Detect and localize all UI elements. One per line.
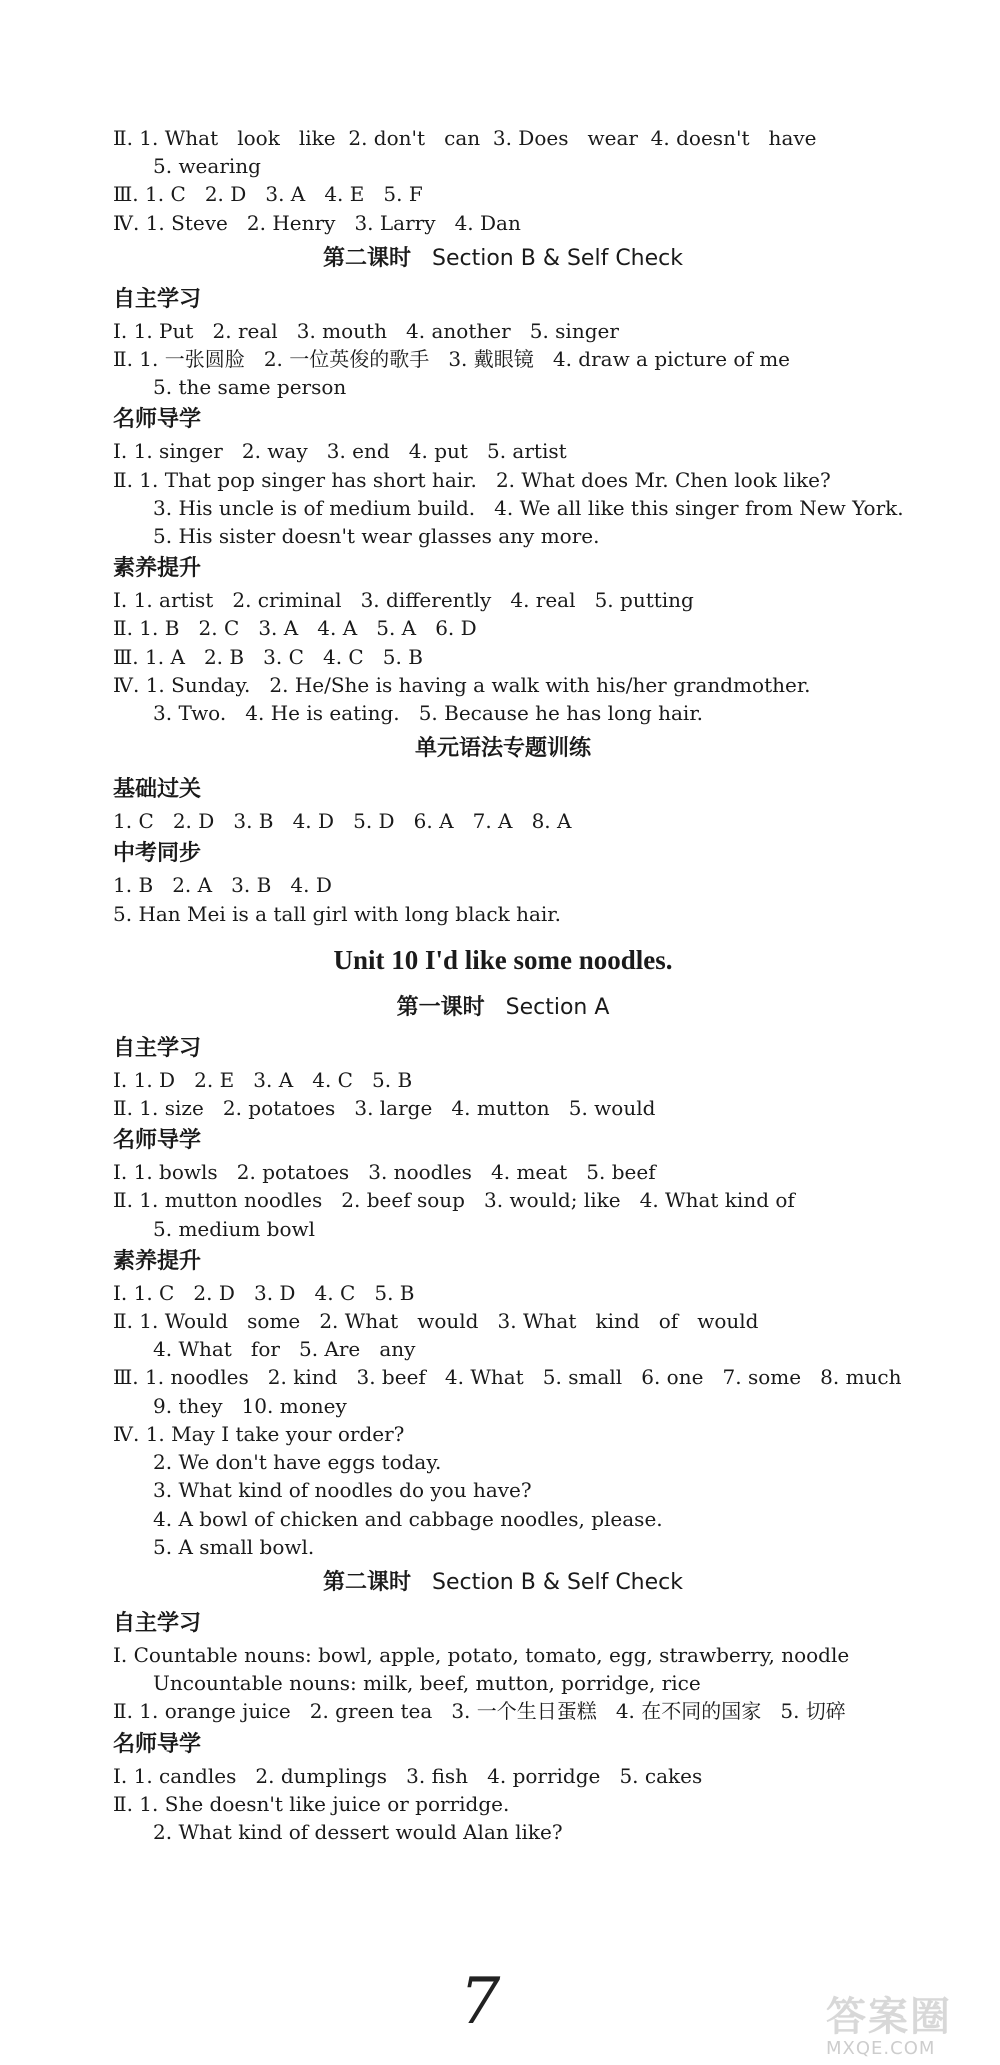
- lesson-title-en: Section B & Self Check: [432, 1569, 683, 1595]
- page-number: 7: [459, 1965, 501, 2039]
- answer-line: 2. We don't have eggs today.: [153, 1450, 442, 1475]
- answer-line: 5. wearing: [153, 154, 261, 179]
- lesson-title-cn: 第一课时: [396, 994, 485, 1020]
- answer-line: 5. Han Mei is a tall girl with long black hair.: [113, 901, 562, 926]
- section-heading: 自主学习: [113, 1035, 202, 1061]
- answer-line: 3. His uncle is of medium build. 4. We all like this singer from New York.: [153, 495, 904, 520]
- answer-line: Ⅰ. 1. artist 2. criminal 3. differently 4. real 5. putting: [113, 588, 694, 613]
- section-heading: 素养提升: [113, 556, 202, 582]
- section-heading: 名师导学: [113, 407, 202, 433]
- watermark-text: 答案圈: [826, 1994, 952, 2040]
- answer-content: [113, 124, 904, 1846]
- section-heading: 素养提升: [113, 1248, 202, 1274]
- section-heading: 中考同步: [113, 841, 202, 867]
- unit-title: Unit 10 I'd like some noodles.: [333, 944, 673, 975]
- answer-line: Ⅱ. 1. That pop singer has short hair. 2. What does Mr. Chen look like?: [113, 467, 831, 492]
- answer-line: Ⅲ. 1. noodles 2. kind 3. beef 4. What 5. small 6. one 7. some 8. much: [113, 1365, 902, 1390]
- answer-line: Ⅳ. 1. May I take your order?: [113, 1421, 405, 1446]
- answer-line: Ⅱ. 1. 一张圆脸 2. 一位英俊的歌手 3. 戴眼镜 4. draw a picture of me: [113, 347, 791, 372]
- answer-line: 5. medium bowl: [153, 1216, 316, 1241]
- answer-line: 2. What kind of dessert would Alan like?: [153, 1819, 563, 1844]
- answer-line: Ⅰ. 1. D 2. E 3. A 4. C 5. B: [113, 1067, 413, 1092]
- answer-line: 5. A small bowl.: [153, 1534, 315, 1559]
- answer-line: Ⅱ. 1. orange juice 2. green tea 3. 一个生日蛋糕 4. 在不同的国家 5. 切碎: [113, 1699, 846, 1724]
- lesson-title-cn: 第二课时: [323, 245, 412, 271]
- answer-line: 9. they 10. money: [153, 1393, 347, 1418]
- answer-line: Ⅰ. 1. C 2. D 3. D 4. C 5. B: [113, 1280, 415, 1305]
- answer-line: Ⅲ. 1. A 2. B 3. C 4. C 5. B: [113, 644, 423, 669]
- answer-line: Ⅱ. 1. What look like 2. don't can 3. Does wear 4. doesn't have: [113, 126, 817, 150]
- answer-line: 5. the same person: [153, 375, 347, 400]
- section-heading: 名师导学: [113, 1731, 202, 1757]
- answer-line: Ⅳ. 1. Sunday. 2. He/She is having a walk with his/her grandmother.: [113, 672, 811, 697]
- section-heading: 名师导学: [113, 1128, 202, 1154]
- lesson-title: [113, 237, 893, 281]
- answer-line: Uncountable nouns: milk, beef, mutton, porridge, rice: [153, 1671, 701, 1696]
- answer-line: 4. What for 5. Are any: [153, 1337, 416, 1362]
- answer-line: Ⅲ. 1. C 2. D 3. A 4. E 5. F: [113, 182, 423, 207]
- watermark-url: MXQE.COM: [826, 2038, 936, 2059]
- answer-line: 3. Two. 4. He is eating. 5. Because he has long hair.: [153, 701, 704, 726]
- section-heading: 基础过关: [113, 777, 202, 803]
- lesson-title: [113, 1561, 893, 1605]
- lesson-title-cn: 第二课时: [323, 1569, 412, 1595]
- lesson-title-en: Section A: [505, 994, 610, 1020]
- answer-line: Ⅰ. Countable nouns: bowl, apple, potato, tomato, egg, strawberry, noodle: [113, 1642, 850, 1667]
- section-heading: 自主学习: [113, 286, 202, 312]
- answer-line: Ⅰ. 1. Put 2. real 3. mouth 4. another 5. singer: [113, 318, 619, 343]
- answer-line: 1. C 2. D 3. B 4. D 5. D 6. A 7. A 8. A: [113, 809, 572, 834]
- answer-line: Ⅱ. 1. mutton noodles 2. beef soup 3. would; like 4. What kind of: [113, 1188, 795, 1213]
- section-heading: 自主学习: [113, 1610, 202, 1636]
- answer-line: Ⅱ. 1. She doesn't like juice or porridge.: [113, 1791, 510, 1816]
- answer-line: 3. What kind of noodles do you have?: [153, 1478, 532, 1503]
- answer-line: 4. A bowl of chicken and cabbage noodles, please.: [153, 1506, 663, 1531]
- answer-line: 5. His sister doesn't wear glasses any more.: [153, 524, 600, 549]
- lesson-title: [113, 727, 893, 771]
- answer-line: Ⅱ. 1. Would some 2. What would 3. What kind of would: [113, 1309, 759, 1334]
- lesson-title-cn: 单元语法专题训练: [414, 736, 591, 762]
- watermark-logo: [826, 1985, 986, 2061]
- answer-line: Ⅱ. 1. size 2. potatoes 3. large 4. mutton 5. would: [113, 1096, 656, 1121]
- lesson-title-en: Section B & Self Check: [432, 245, 683, 271]
- answer-line: Ⅰ. 1. candles 2. dumplings 3. fish 4. porridge 5. cakes: [113, 1763, 703, 1788]
- answer-line: Ⅱ. 1. B 2. C 3. A 4. A 5. A 6. D: [113, 616, 477, 641]
- answer-line: 1. B 2. A 3. B 4. D: [113, 873, 332, 898]
- lesson-title: [113, 986, 893, 1030]
- answer-line: Ⅰ. 1. singer 2. way 3. end 4. put 5. artist: [113, 439, 567, 464]
- answer-line: Ⅰ. 1. bowls 2. potatoes 3. noodles 4. meat 5. beef: [113, 1160, 656, 1185]
- answer-line: Ⅳ. 1. Steve 2. Henry 3. Larry 4. Dan: [113, 210, 521, 235]
